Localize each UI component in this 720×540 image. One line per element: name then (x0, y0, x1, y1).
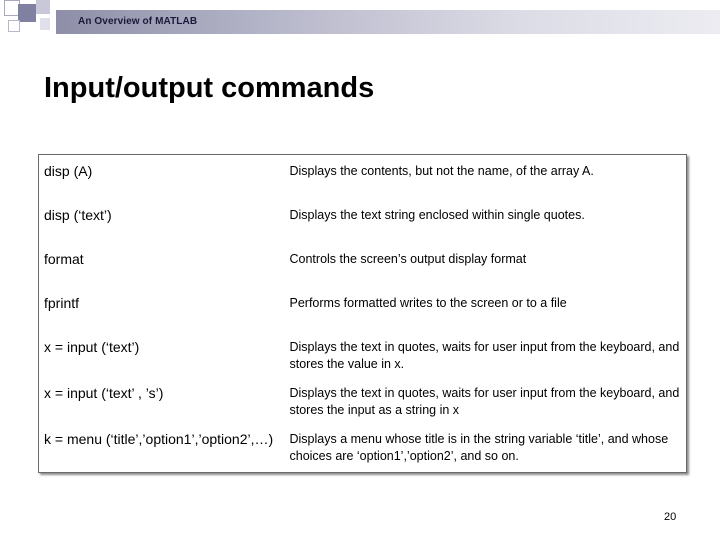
table-row (39, 155, 687, 199)
page-title: Input/output commands (44, 72, 375, 104)
header-title: An Overview of MATLAB (78, 16, 198, 27)
table-row (39, 243, 687, 287)
description-cell: Displays a menu whose title is in the string variable ‘title’, and whose choices are ‘option1’,’option2’, and so on. (289, 431, 669, 463)
decorative-square (8, 20, 20, 32)
command-cell: k = menu (‘title’,’option1’,’option2’,…) (44, 430, 274, 447)
decorative-square (18, 4, 36, 22)
header-band (0, 0, 720, 36)
table-row (39, 331, 687, 377)
table-row (39, 199, 687, 243)
decorative-square (36, 0, 50, 14)
command-cell: format (44, 250, 84, 267)
page-number: 20 (664, 511, 677, 523)
command-cell: disp (A) (44, 163, 93, 179)
command-cell: disp (‘text’) (44, 206, 112, 223)
decorative-square (40, 18, 50, 30)
description-cell: Displays the text in quotes, waits for user input from the keyboard, and stores the value in x. (289, 339, 680, 371)
commands-table (38, 154, 687, 473)
description-cell: Controls the screen’s output display format (289, 251, 527, 266)
command-cell: fprintf (44, 294, 80, 311)
command-cell: x = input (‘text’) (44, 338, 140, 355)
command-cell: x = input (‘text’ , ’s’) (44, 384, 164, 401)
table-row (39, 423, 687, 473)
description-cell: Displays the contents, but not the name, of the array A. (289, 164, 594, 178)
table-row (39, 287, 687, 331)
description-cell: Displays the text string enclosed within single quotes. (289, 207, 585, 222)
description-cell: Displays the text in quotes, waits for user input from the keyboard, and stores the input as a string in x (289, 385, 680, 417)
description-cell: Performs formatted writes to the screen or to a file (289, 295, 567, 310)
table-row (39, 377, 687, 423)
